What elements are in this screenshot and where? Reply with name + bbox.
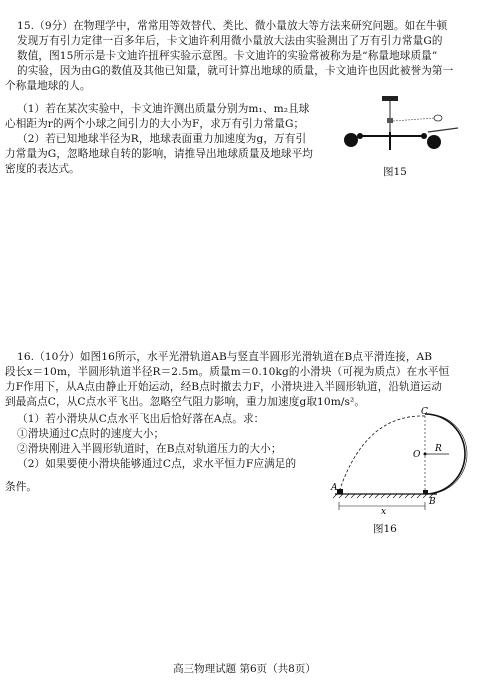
q16-line-2: 段长x＝10m，半圆形轨道半径R＝2.5m。质量m＝0.10kg的小滑块（可视为质点）在水平恒: [5, 366, 450, 378]
label-b: B: [429, 497, 436, 507]
q16-line-8: （2）如果要使小滑块能够通过C点，求水平恒力F应满足的: [17, 458, 297, 470]
q15-line-8: （2）若已知地球半径为R，地球表面重力加速度为g，万有引: [17, 133, 307, 145]
figure-15-torsion-balance: [340, 92, 480, 177]
mirror: [387, 118, 393, 123]
q15-line-9: 力常量为G，忽略地球自转的影响，请推导出地球质量及地球平均: [5, 148, 313, 160]
page-footer: 高三物理试题 第6页（共8页）: [173, 663, 316, 675]
large-ball-right: [427, 135, 441, 149]
label-c: C: [421, 407, 428, 417]
ground-hatch: [333, 494, 433, 498]
q15-line-1: 15.（9分）在物理学中，常常用等效替代、类比、微小量放大等方法来研究问题。如在牛顿: [17, 20, 448, 32]
small-ball-left: [357, 133, 363, 139]
q15-line-6: （1）若在某次实验中，卡文迪许测出质量分别为m₁、m₂且球: [17, 103, 310, 115]
light-source: [434, 115, 442, 121]
light-beam: [393, 118, 435, 121]
ceiling-mount: [382, 96, 398, 101]
scale: [428, 128, 458, 132]
q16-line-3: 力F作用下，从A点由静止开始运动，经B点时撤去力F，小滑块进入半圆形轨道，沿轨道运动: [5, 381, 442, 393]
q16-line-1: 16.（10分）如图16所示，水平光滑轨道AB与竖直半圆形光滑轨道在B点平滑连接，AB: [17, 351, 433, 363]
figure-16-caption: 图16: [373, 523, 397, 535]
q16-line-4: 到最高点C，从C点水平飞出。忽略空气阻力影响，重力加速度g取10m/s²。: [5, 396, 366, 408]
block-at-b: [423, 490, 428, 494]
q16-line-9: 条件。: [5, 481, 38, 493]
label-o: O: [413, 450, 421, 460]
q16-line-5: （1）若小滑块从C点水平飞出后恰好落在A点。求：: [17, 413, 265, 425]
q15-line-5: 个称量地球的人。: [5, 80, 91, 92]
q15-line-10: 密度的表达式。: [5, 163, 80, 175]
large-ball-left: [344, 133, 358, 147]
q16-line-6: ①滑块通过C点时的速度大小；: [17, 428, 165, 440]
figure-16-track: [325, 407, 455, 517]
figure-15-caption: 图15: [383, 166, 407, 178]
q16-line-7: ②滑块刚进入半圆形轨道时，在B点对轨道压力的大小；: [17, 443, 282, 455]
q15-line-4: 的实验，因为由G的数值及其他已知量，就可计算出地球的质量，卡文迪许也因此被誉为第一: [17, 65, 454, 77]
slider-block: [337, 489, 343, 494]
small-ball-right: [421, 133, 427, 139]
label-r: R: [435, 444, 442, 454]
label-x: x: [381, 507, 387, 517]
q15-line-7: 心相距为r的两个小球之间引力的大小为F，求万有引力常量G；: [5, 118, 305, 130]
q15-line-3: 数值，图15所示是卡文迪许扭秤实验示意图。卡文迪许的实验常被称为是“称量地球质量”: [17, 50, 438, 62]
label-a: A: [331, 483, 338, 493]
q15-line-2: 发现万有引力定律一百多年后，卡文迪许利用微小量放大法由实验测出了万有引力常量G的: [17, 35, 443, 47]
